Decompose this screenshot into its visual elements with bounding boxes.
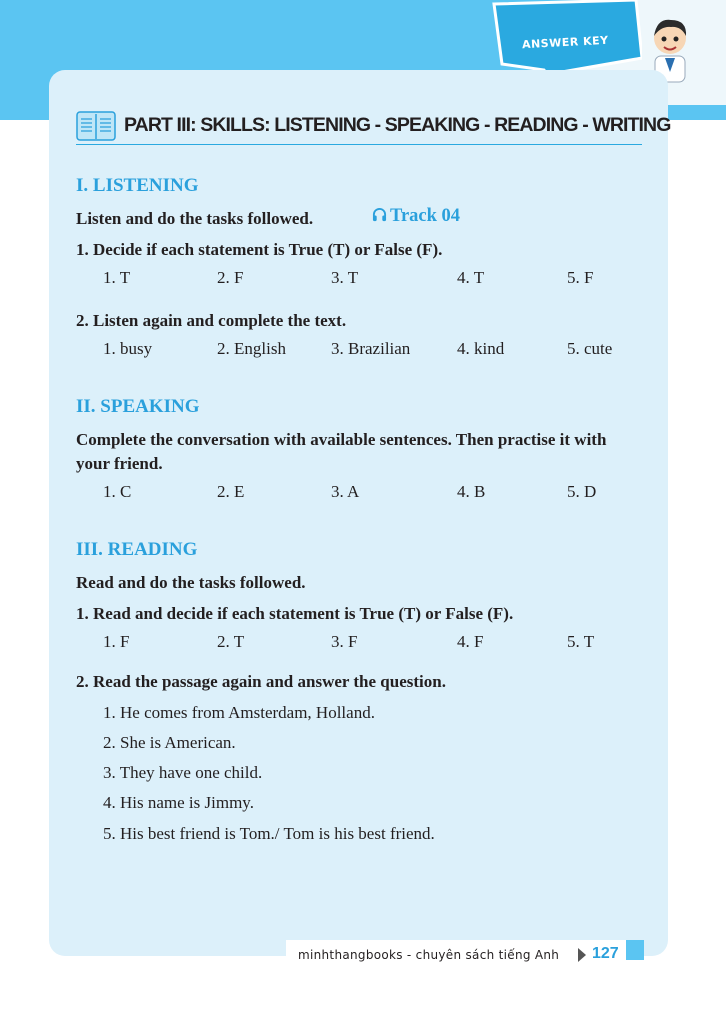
speaking-heading: II. SPEAKING (76, 396, 200, 417)
answer-item: 1. F (103, 632, 130, 651)
reading-task1-prompt: 1. Read and decide if each statement is True (T) or False (F). (76, 604, 514, 623)
answer-item: 3. Brazilian (331, 339, 411, 358)
headphones-icon (372, 207, 387, 222)
part-title-bar (76, 108, 671, 145)
answer-item: 3. T (331, 268, 359, 287)
answer-key-label: ANSWER KEY (521, 33, 609, 52)
answer-item: 4. T (457, 268, 485, 287)
answer-item: 2. E (217, 482, 245, 501)
answer-line: 3. They have one child. (103, 763, 263, 782)
answer-item: 4. kind (457, 339, 505, 358)
answer-item: 2. F (217, 268, 244, 287)
speaking-instruction: Complete the conversation with available sentences. Then practise it with (76, 430, 607, 449)
answer-item: 1. C (103, 482, 132, 501)
page-corner-square (626, 940, 644, 960)
answer-item: 5. F (567, 268, 594, 287)
answer-item: 5. T (567, 632, 595, 651)
answer-line: 5. His best friend is Tom./ Tom is his best friend. (103, 824, 435, 843)
part-title: PART III: SKILLS: LISTENING - SPEAKING - READING - WRITING (124, 114, 671, 136)
answer-item: 4. B (457, 482, 486, 501)
reading-heading: III. READING (76, 539, 198, 560)
triangle-marker-icon (578, 948, 586, 962)
track-label: Track 04 (390, 206, 461, 226)
answer-item: 2. English (217, 339, 286, 358)
track-link[interactable] (372, 206, 460, 227)
listening-heading: I. LISTENING (76, 175, 199, 196)
answer-item: 1. T (103, 268, 131, 287)
publisher-text: minhthangbooks - chuyên sách tiếng Anh (298, 948, 560, 962)
answer-item: 1. busy (103, 339, 153, 358)
answer-key-tab (492, 0, 642, 78)
answer-item: 2. T (217, 632, 245, 651)
answer-item: 5. cute (567, 339, 613, 358)
listening-task1-prompt: 1. Decide if each statement is True (T) or False (F). (76, 240, 443, 259)
page-footer (286, 940, 644, 970)
answer-item: 3. F (331, 632, 358, 651)
open-book-icon (76, 110, 116, 142)
speaking-instruction-cont: your friend. (76, 454, 163, 473)
answer-item: 4. F (457, 632, 484, 651)
answer-line: 4. His name is Jimmy. (103, 793, 254, 812)
answer-line: 1. He comes from Amsterdam, Holland. (103, 703, 375, 722)
answer-item: 3. A (331, 482, 360, 501)
listening-task2-prompt: 2. Listen again and complete the text. (76, 311, 347, 330)
answer-item: 5. D (567, 482, 597, 501)
reading-task2-prompt: 2. Read the passage again and answer the question. (76, 672, 446, 691)
reading-instruction: Read and do the tasks followed. (76, 573, 306, 592)
answer-line: 2. She is American. (103, 733, 236, 752)
listening-instruction: Listen and do the tasks followed. (76, 209, 314, 228)
page-number: 127 (592, 945, 619, 962)
